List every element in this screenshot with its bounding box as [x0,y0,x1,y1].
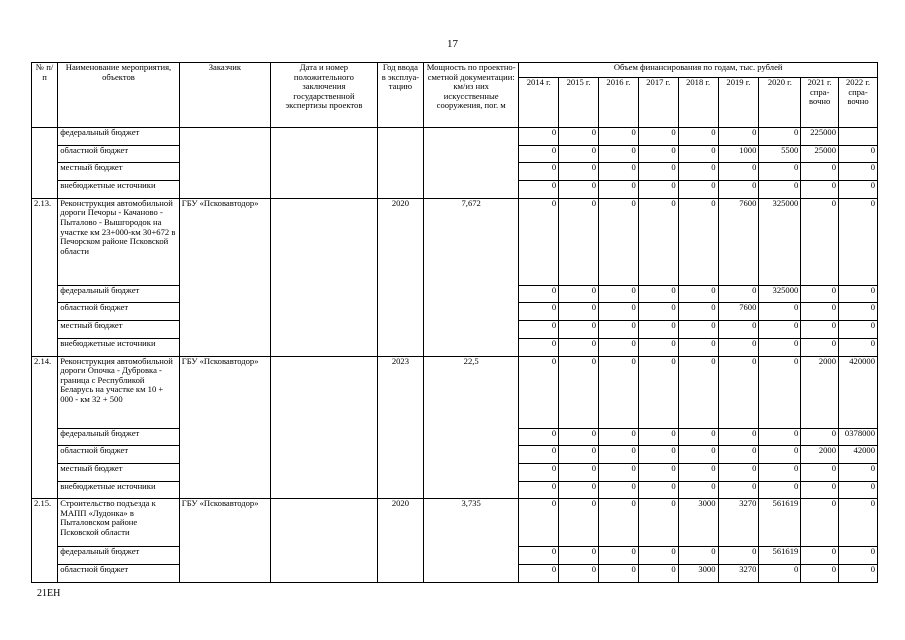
value-cell: 0 [559,481,599,499]
value-cell: 0 [718,356,759,428]
source-label: федеральный бюджет [58,547,180,565]
source-label: областной бюджет [58,446,180,464]
value-cell: 0 [519,499,559,547]
value-cell: 0 [599,321,639,339]
value-cell: 0 [839,198,878,285]
value-cell: 0 [638,564,678,582]
year-cell: 2020 [377,198,423,356]
value-cell: 0 [718,446,759,464]
customer-cell: ГБУ «Псковавтодор» [179,499,270,582]
source-label: областной бюджет [58,303,180,321]
value-cell: 0 [559,564,599,582]
value-cell: 3000 [678,564,718,582]
value-cell: 0 [519,547,559,565]
value-cell: 0 [839,163,878,181]
page-number: 17 [447,38,458,50]
value-cell: 0 [801,547,839,565]
value-cell: 3270 [718,499,759,547]
value-cell: 0 [801,564,839,582]
customer-cell: ГБУ «Псковавтодор» [179,356,270,499]
num-cell: 2.13. [32,198,58,356]
value-cell: 0 [801,285,839,303]
value-cell: 0 [678,338,718,356]
value-cell: 0 [678,321,718,339]
header-financing: Объем финансирования по годам, тыс. рублей [519,63,878,78]
header-customer: Заказчик [179,63,270,128]
capacity-cell [423,128,518,199]
value-cell: 0 [801,321,839,339]
value-cell: 0 [718,481,759,499]
financing-table [31,62,878,583]
value-cell: 0 [678,547,718,565]
project-name: Реконструкция автомобильной дороги Печоры - Качаново - Пыталово - Вышгородок на участке км 23+000-км 30+672 в Печорском районе Псковской области [58,198,180,285]
header-year-col: 2022 г. спра-вочно [839,78,878,128]
value-cell: 0 [759,163,801,181]
value-cell: 0 [801,198,839,285]
source-label: федеральный бюджет [58,428,180,446]
value-cell: 0 [678,181,718,199]
value-cell: 0 [599,338,639,356]
value-cell: 0 [599,481,639,499]
value-cell: 0 [638,285,678,303]
value-cell: 0 [801,499,839,547]
value-cell: 420000 [839,356,878,428]
source-label: местный бюджет [58,321,180,339]
value-cell: 25000 [801,145,839,163]
value-cell: 0 [759,481,801,499]
year-cell: 2023 [377,356,423,499]
value-cell: 0 [759,446,801,464]
value-cell: 0378000 [839,428,878,446]
value-cell: 0 [759,338,801,356]
table-row [32,198,878,285]
value-cell: 0 [599,499,639,547]
value-cell: 0 [519,356,559,428]
value-cell: 0 [519,446,559,464]
source-label: внебюджетные источники [58,181,180,199]
value-cell: 0 [801,463,839,481]
value-cell: 0 [599,446,639,464]
year-cell: 2020 [377,499,423,582]
value-cell: 0 [638,181,678,199]
value-cell: 0 [759,181,801,199]
value-cell: 0 [718,463,759,481]
header-year-col: 2018 г. [678,78,718,128]
capacity-cell: 22,5 [423,356,518,499]
value-cell: 0 [599,356,639,428]
value-cell: 0 [638,547,678,565]
value-cell: 0 [759,356,801,428]
value-cell: 5500 [759,145,801,163]
capacity-cell: 7,672 [423,198,518,356]
value-cell: 0 [839,303,878,321]
value-cell: 225000 [801,128,839,146]
value-cell: 0 [678,303,718,321]
value-cell: 1000 [718,145,759,163]
expertise-cell [270,356,377,499]
value-cell: 325000 [759,198,801,285]
value-cell: 0 [678,285,718,303]
value-cell: 0 [559,338,599,356]
source-label: местный бюджет [58,463,180,481]
value-cell: 0 [678,481,718,499]
value-cell: 0 [638,163,678,181]
value-cell: 0 [759,428,801,446]
header-capacity: Мощность по проектно-сметной документации: км/из них искусственные сооружения, пог. м [423,63,518,128]
year-cell [377,128,423,199]
customer-cell [179,128,270,199]
value-cell: 0 [519,481,559,499]
value-cell: 0 [559,181,599,199]
value-cell: 0 [718,338,759,356]
value-cell: 0 [839,321,878,339]
value-cell: 0 [638,463,678,481]
value-cell: 0 [599,463,639,481]
header-name: Наименование мероприятия, объектов [58,63,180,128]
value-cell: 0 [638,446,678,464]
value-cell: 0 [678,428,718,446]
header-year-col: 2015 г. [559,78,599,128]
source-label: внебюджетные источники [58,481,180,499]
header-year-col: 2019 г. [718,78,759,128]
value-cell: 0 [638,128,678,146]
value-cell: 0 [559,356,599,428]
value-cell: 0 [718,547,759,565]
value-cell: 0 [801,428,839,446]
value-cell: 0 [718,128,759,146]
project-name: Строительство подъезда к МАПП «Лудонка» в Пыталовском районе Псковской области [58,499,180,547]
value-cell: 7600 [718,198,759,285]
header-year-col: 2014 г. [519,78,559,128]
value-cell: 3270 [718,564,759,582]
value-cell: 0 [519,303,559,321]
value-cell: 0 [519,145,559,163]
value-cell: 0 [678,356,718,428]
value-cell: 0 [559,463,599,481]
value-cell: 0 [519,338,559,356]
value-cell: 0 [559,499,599,547]
expertise-cell [270,499,377,582]
value-cell: 0 [559,163,599,181]
value-cell: 0 [559,198,599,285]
value-cell: 2000 [801,356,839,428]
value-cell: 0 [519,128,559,146]
customer-cell: ГБУ «Псковавтодор» [179,198,270,356]
value-cell: 0 [519,321,559,339]
value-cell: 0 [638,338,678,356]
value-cell: 0 [839,145,878,163]
value-cell [839,128,878,146]
value-cell: 0 [599,428,639,446]
value-cell: 0 [599,547,639,565]
value-cell: 325000 [759,285,801,303]
value-cell: 0 [638,321,678,339]
value-cell: 561619 [759,499,801,547]
source-label: внебюджетные источники [58,338,180,356]
value-cell: 0 [638,356,678,428]
capacity-cell: 3,735 [423,499,518,582]
source-label: областной бюджет [58,564,180,582]
expertise-cell [270,128,377,199]
header-year-col: 2017 г. [638,78,678,128]
value-cell: 0 [839,547,878,565]
value-cell: 0 [839,499,878,547]
value-cell: 7600 [718,303,759,321]
value-cell: 0 [759,564,801,582]
value-cell: 0 [599,181,639,199]
value-cell: 0 [559,285,599,303]
value-cell: 0 [718,428,759,446]
value-cell: 0 [718,285,759,303]
expertise-cell [270,198,377,356]
value-cell: 0 [839,181,878,199]
value-cell: 0 [519,285,559,303]
value-cell: 0 [718,163,759,181]
footer-code: 21ЕН [37,588,61,599]
value-cell: 0 [678,198,718,285]
header-year: Год ввода в эксплуа-тацию [377,63,423,128]
value-cell: 0 [678,128,718,146]
value-cell: 0 [638,198,678,285]
value-cell: 0 [801,303,839,321]
value-cell: 0 [599,285,639,303]
value-cell: 0 [678,145,718,163]
value-cell: 0 [519,463,559,481]
value-cell: 0 [718,321,759,339]
value-cell: 0 [599,163,639,181]
value-cell: 0 [559,128,599,146]
header-expertise: Дата и номер положительного заключения государственной экспертизы проектов [270,63,377,128]
value-cell: 0 [519,564,559,582]
project-name: Реконструкция автомобильной дороги Опочка - Дубровка - граница с Республикой Беларусь на участке км 10 + 000 - км 32 + 500 [58,356,180,428]
value-cell: 0 [559,303,599,321]
value-cell: 0 [599,564,639,582]
table-row [32,356,878,428]
num-cell [32,128,58,199]
value-cell: 0 [599,128,639,146]
source-label: федеральный бюджет [58,285,180,303]
value-cell: 0 [559,446,599,464]
source-label: федеральный бюджет [58,128,180,146]
source-label: областной бюджет [58,145,180,163]
header-num: № п/п [32,63,58,128]
value-cell: 0 [638,145,678,163]
table-row [32,128,878,146]
value-cell: 0 [839,338,878,356]
num-cell: 2.14. [32,356,58,499]
value-cell: 0 [559,547,599,565]
value-cell: 0 [801,163,839,181]
value-cell: 0 [519,163,559,181]
value-cell: 0 [839,564,878,582]
value-cell: 0 [638,481,678,499]
value-cell: 0 [839,463,878,481]
value-cell: 0 [839,285,878,303]
value-cell: 561619 [759,547,801,565]
table-row [32,499,878,547]
header-year-col: 2020 г. [759,78,801,128]
value-cell: 0 [599,198,639,285]
value-cell: 0 [678,463,718,481]
value-cell: 0 [759,321,801,339]
value-cell: 0 [638,428,678,446]
value-cell: 0 [801,481,839,499]
value-cell: 0 [519,181,559,199]
value-cell: 0 [559,145,599,163]
value-cell: 0 [559,428,599,446]
value-cell: 0 [638,303,678,321]
value-cell: 0 [519,428,559,446]
header-year-col: 2021 г. спра-вочно [801,78,839,128]
header-year-col: 2016 г. [599,78,639,128]
value-cell: 0 [759,128,801,146]
value-cell: 0 [759,303,801,321]
value-cell: 0 [678,163,718,181]
value-cell: 0 [599,145,639,163]
num-cell: 2.15. [32,499,58,582]
value-cell: 0 [599,303,639,321]
value-cell: 42000 [839,446,878,464]
source-label: местный бюджет [58,163,180,181]
value-cell: 3000 [678,499,718,547]
value-cell: 0 [678,446,718,464]
value-cell: 0 [801,338,839,356]
value-cell: 0 [718,181,759,199]
value-cell: 0 [801,181,839,199]
value-cell: 0 [759,463,801,481]
value-cell: 0 [839,481,878,499]
value-cell: 0 [559,321,599,339]
value-cell: 0 [638,499,678,547]
value-cell: 2000 [801,446,839,464]
value-cell: 0 [519,198,559,285]
